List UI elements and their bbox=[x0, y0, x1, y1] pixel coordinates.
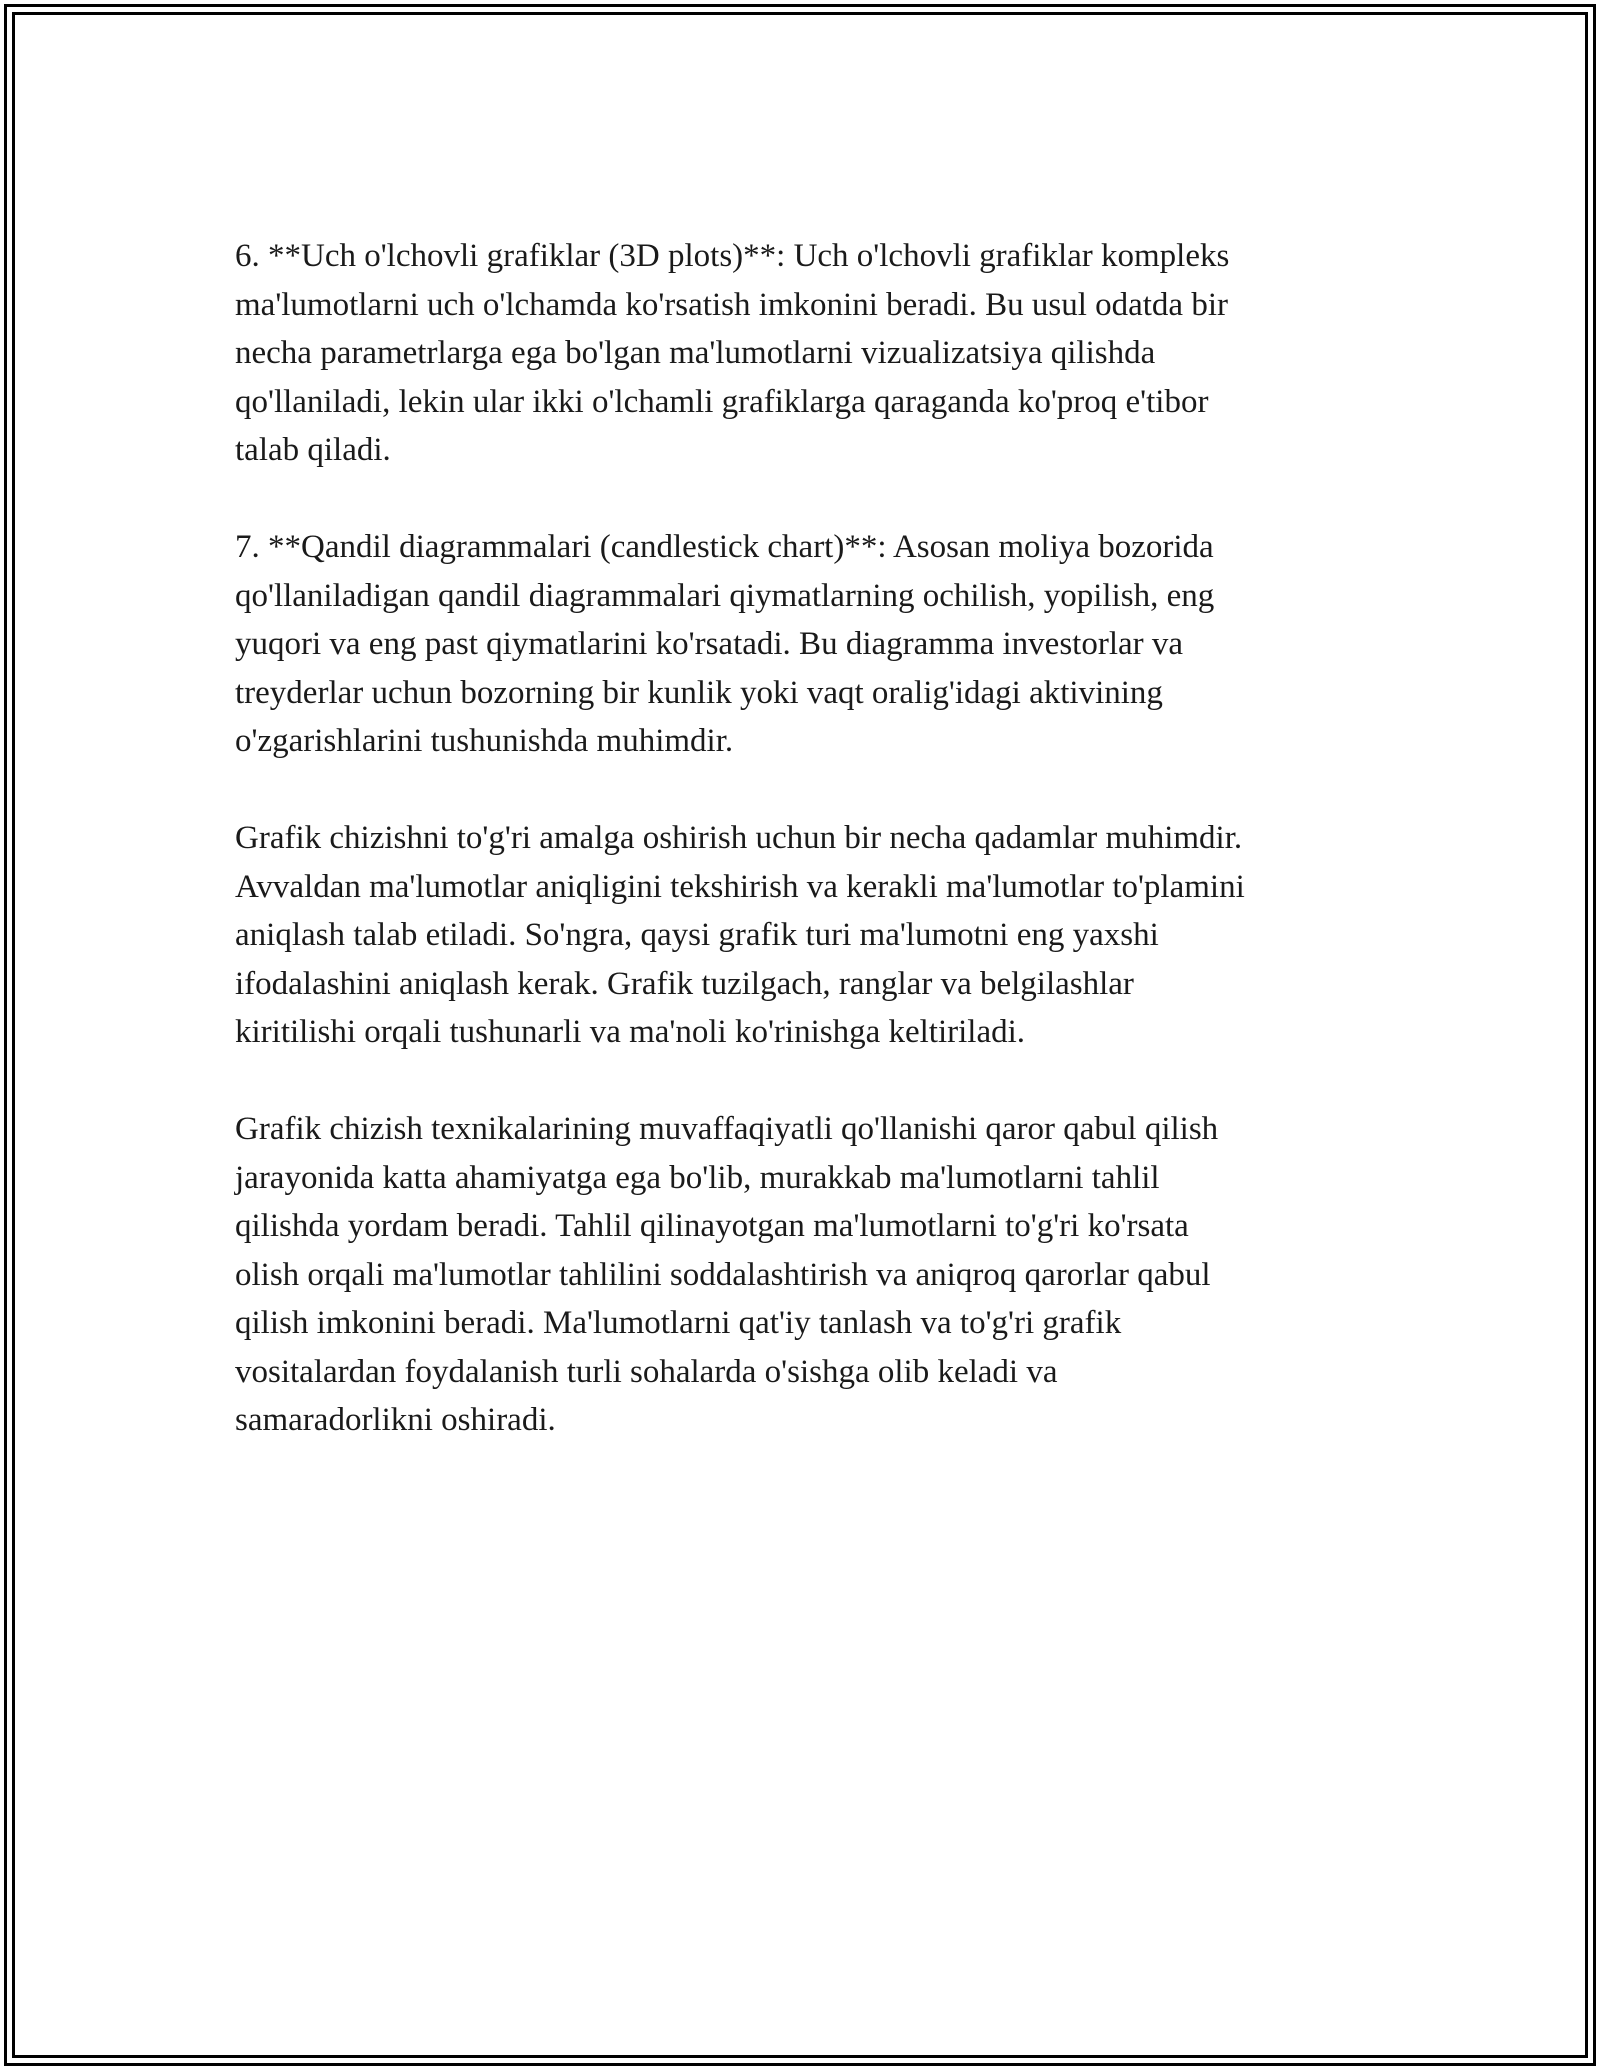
paragraph-conclusion bbox=[235, 1105, 1385, 1445]
paragraph-candlestick-chart bbox=[235, 523, 1385, 766]
text-line: Grafik chizish texnikalarining muvaffaqiyatli qo'llanishi qaror qabul qilish bbox=[235, 1111, 1219, 1147]
text-line: vositalardan foydalanish turli sohalarda o'sishga olib keladi va bbox=[235, 1353, 1058, 1390]
text-line: talab qiladi. bbox=[235, 432, 391, 468]
text-line: qilishda yordam beradi. Tahlil qilinayotgan ma'lumotlarni to'g'ri ko'rsata bbox=[235, 1208, 1189, 1244]
text-line: samaradorlikni oshiradi. bbox=[235, 1402, 556, 1438]
paragraph-steps bbox=[235, 814, 1385, 1057]
text-line: 6. **Uch o'lchovli grafiklar (3D plots)**: Uch o'lchovli grafiklar kompleks bbox=[235, 238, 1230, 274]
text-line: treyderlar uchun bozorning bir kunlik yoki vaqt oralig'idagi aktivining bbox=[235, 674, 1163, 711]
paragraph-3d-plots bbox=[235, 232, 1385, 475]
text-line: olish orqali ma'lumotlar tahlilini soddalashtirish va aniqroq qarorlar qabul bbox=[235, 1256, 1211, 1293]
text-line: ma'lumotlarni uch o'lchamda ko'rsatish imkonini beradi. Bu usul odatda bir bbox=[235, 286, 1228, 323]
text-line: kiritilishi orqali tushunarli va ma'noli ko'rinishga keltiriladi. bbox=[235, 1014, 1026, 1050]
text-line: qo'llaniladigan qandil diagrammalari qiymatlarning ochilish, yopilish, eng bbox=[235, 577, 1215, 614]
text-line: 7. **Qandil diagrammalari (candlestick chart)**: Asosan moliya bozorida bbox=[235, 529, 1214, 565]
text-line: qo'llaniladi, lekin ular ikki o'lchamli grafiklarga qaraganda ko'proq e'tibor bbox=[235, 383, 1209, 420]
text-line: qilish imkonini beradi. Ma'lumotlarni qat'iy tanlash va to'g'ri grafik bbox=[235, 1305, 1122, 1341]
text-line: ifodalashini aniqlash kerak. Grafik tuzilgach, ranglar va belgilashlar bbox=[235, 965, 1134, 1002]
text-line: Grafik chizishni to'g'ri amalga oshirish uchun bir necha qadamlar muhimdir. bbox=[235, 820, 1243, 856]
text-line: yuqori va eng past qiymatlarini ko'rsatadi. Bu diagramma investorlar va bbox=[235, 626, 1184, 662]
text-line: o'zgarishlarini tushunishda muhimdir. bbox=[235, 723, 734, 759]
document-body bbox=[235, 232, 1385, 1493]
text-line: Avvaldan ma'lumotlar aniqligini tekshirish va kerakli ma'lumotlar to'plamini bbox=[235, 868, 1245, 905]
text-line: necha parametrlarga ega bo'lgan ma'lumotlarni vizualizatsiya qilishda bbox=[235, 335, 1156, 371]
text-line: jarayonida katta ahamiyatga ega bo'lib, murakkab ma'lumotlarni tahlil bbox=[235, 1159, 1160, 1196]
text-line: aniqlash talab etiladi. So'ngra, qaysi grafik turi ma'lumotni eng yaxshi bbox=[235, 917, 1159, 953]
